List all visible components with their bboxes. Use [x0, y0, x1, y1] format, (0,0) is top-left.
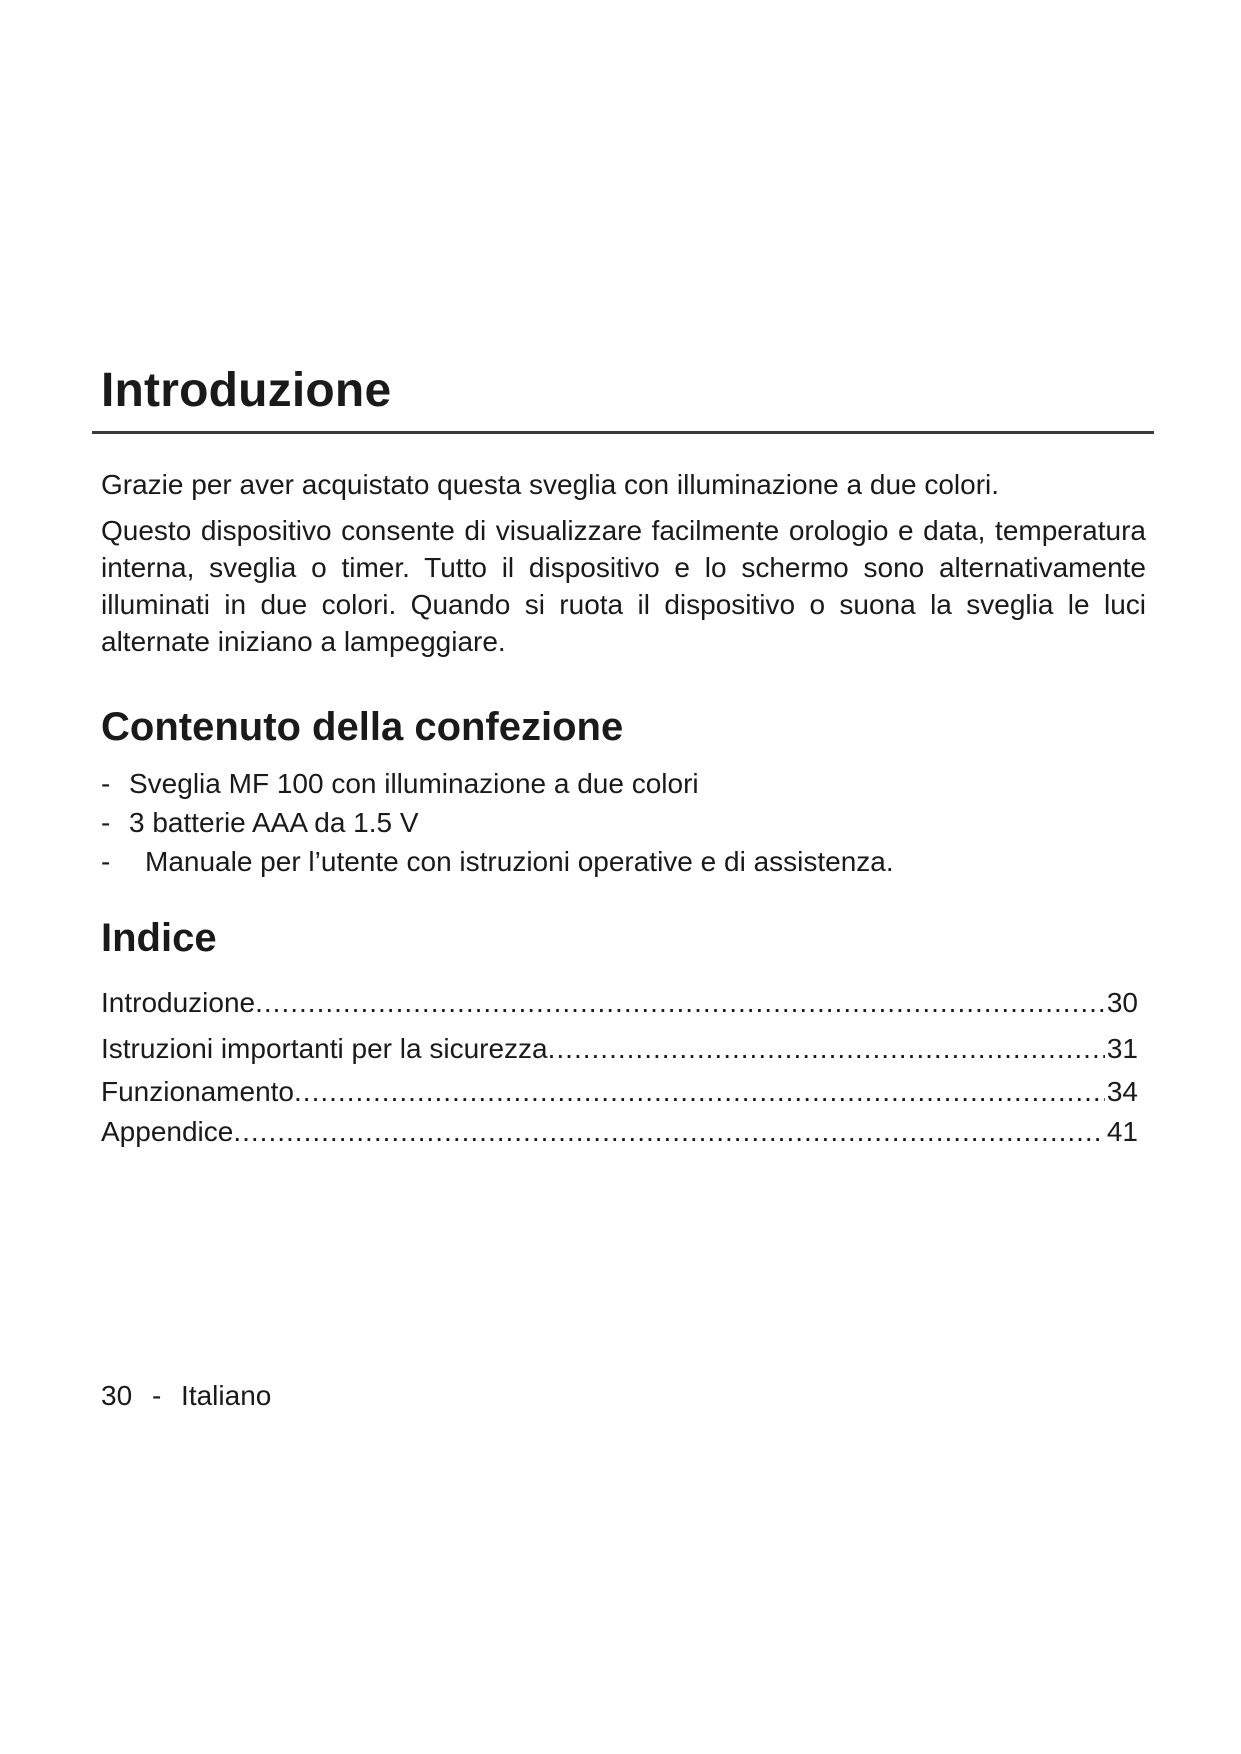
toc-entry[interactable] [101, 1112, 1138, 1152]
package-contents-heading-block [101, 703, 623, 751]
toc-leader-dots [233, 1112, 1105, 1152]
package-contents-list [101, 764, 1146, 881]
title-divider [92, 431, 1154, 434]
table-of-contents [101, 980, 1138, 1152]
index-heading-block [101, 914, 217, 962]
index-heading: Indice [101, 916, 217, 960]
toc-entry-page: 30 [1106, 987, 1138, 1018]
list-item-text: Sveglia MF 100 con illuminazione a due colori [129, 768, 699, 799]
page-footer [101, 1378, 271, 1414]
toc-entry[interactable] [101, 1026, 1138, 1072]
toc-leader-dots [294, 1072, 1105, 1112]
toc-entry-page: 31 [1106, 1033, 1138, 1064]
list-item [101, 842, 1146, 881]
toc-entry[interactable] [101, 1072, 1138, 1112]
intro-paragraph-1: Grazie per aver acquistato questa sveglia con illuminazione a due colori. [101, 469, 1000, 500]
bullet-dash: - [101, 807, 111, 838]
bullet-dash: - [101, 768, 111, 799]
toc-entry-label: Appendice [101, 1116, 234, 1147]
toc-entry-page: 34 [1106, 1076, 1138, 1107]
footer-separator: - [151, 1380, 162, 1411]
intro-section [101, 466, 1146, 660]
toc-entry-label: Introduzione [101, 987, 256, 1018]
list-item-text: 3 batterie AAA da 1.5 V [129, 807, 419, 838]
toc-leader-dots [255, 980, 1105, 1026]
bullet-dash: - [101, 846, 111, 877]
intro-paragraph-2: Questo dispositivo consente di visualizzare facilmente orologio e data, temperatura interna, sveglia o timer. Tutto il dispositivo e lo schermo sono alternativamente illuminati in due colori. Quando si ruota il dispositivo o suona la sveglia le luci alternate iniziano a lampeggiare. [101, 515, 1146, 657]
package-contents-heading: Contenuto della confezione [101, 705, 624, 749]
toc-entry-page: 41 [1106, 1116, 1138, 1147]
toc-leader-dots [548, 1026, 1105, 1072]
toc-entry-label: Funzionamento [101, 1076, 295, 1107]
list-item [101, 764, 1146, 803]
list-item-text: Manuale per l’utente con istruzioni operative e di assistenza. [145, 846, 894, 877]
footer-language: Italiano [181, 1380, 272, 1411]
footer-page-number: 30 [101, 1380, 133, 1411]
toc-entry[interactable] [101, 980, 1138, 1026]
page-title: Introduzione [101, 364, 392, 417]
list-item [101, 803, 1146, 842]
toc-entry-label: Istruzioni importanti per la sicurezza [101, 1033, 548, 1064]
title-block [101, 362, 1146, 420]
